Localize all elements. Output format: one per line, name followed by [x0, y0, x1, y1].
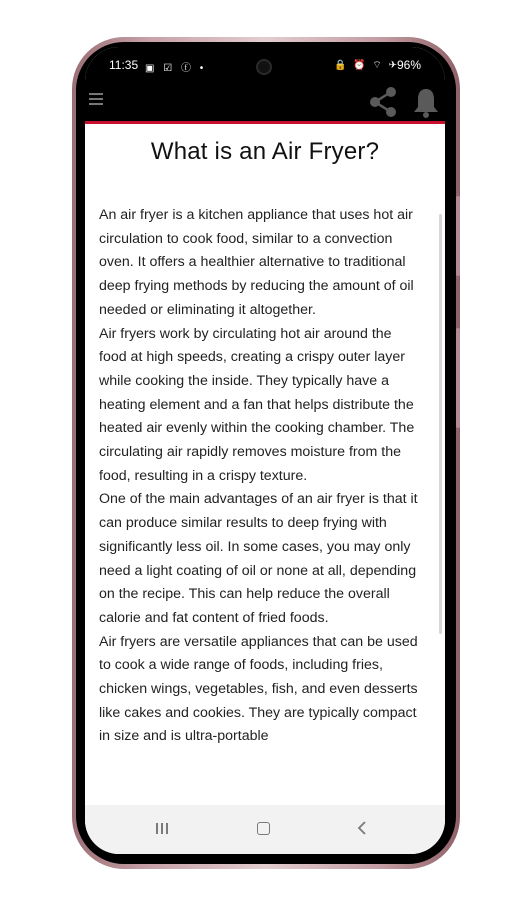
- power-button: [456, 328, 460, 428]
- bell-icon[interactable]: [412, 86, 440, 118]
- share-icon[interactable]: [367, 85, 399, 119]
- system-status-icons: 🔒 ⏰ ⌔ ✈: [333, 60, 399, 71]
- article-paragraph: Air fryers work by circulating hot air around the food at high speeds, creating a crispy outer layer while cooking the inside. They typically have a heating element and a fan that helps distribute the heated air evenly within the cooking chamber. The circulating air rapidly removes moisture from the food, resulting in a crispy texture.: [99, 325, 415, 484]
- notification-icons: ▣ ☑ ⓕ •: [145, 63, 207, 74]
- system-nav-bar: [85, 805, 445, 854]
- volume-button: [456, 196, 460, 276]
- article-paragraph: An air fryer is a kitchen appliance that uses hot air circulation to cook food, similar to a convection oven. It offers a healthier alternative to traditional deep frying methods by reducing the amount of oil needed or eliminating it altogether.: [99, 207, 414, 318]
- app-bar: [85, 85, 445, 124]
- battery-level: 96%: [396, 58, 421, 72]
- front-camera: [256, 59, 272, 75]
- status-bar: [85, 47, 445, 85]
- phone-screen: [85, 47, 445, 854]
- home-icon[interactable]: [257, 822, 270, 835]
- hamburger-icon[interactable]: [89, 93, 103, 108]
- article-paragraph: Air fryers are versatile appliances that can be used to cook a wide range of foods, including fries, chicken wings, vegetables, fish, and even desserts like cakes and cookies. They are typically compact in size and is ultra-portable: [99, 633, 418, 745]
- article-body: [99, 204, 421, 749]
- status-time: 11:35: [109, 58, 139, 72]
- article-paragraph: One of the main advantages of an air fryer is that it can produce similar results to deep frying with significantly less oil. In some cases, you may only need a light coating of oil or none at all, depending on the recipe. This can help reduce the overall calorie and fat content of fried foods.: [99, 491, 418, 626]
- page-title: What is an Air Fryer?: [150, 138, 380, 165]
- article-content[interactable]: [85, 124, 445, 804]
- scrollbar[interactable]: [439, 214, 442, 634]
- back-icon[interactable]: [357, 820, 367, 836]
- recents-icon[interactable]: [155, 822, 169, 835]
